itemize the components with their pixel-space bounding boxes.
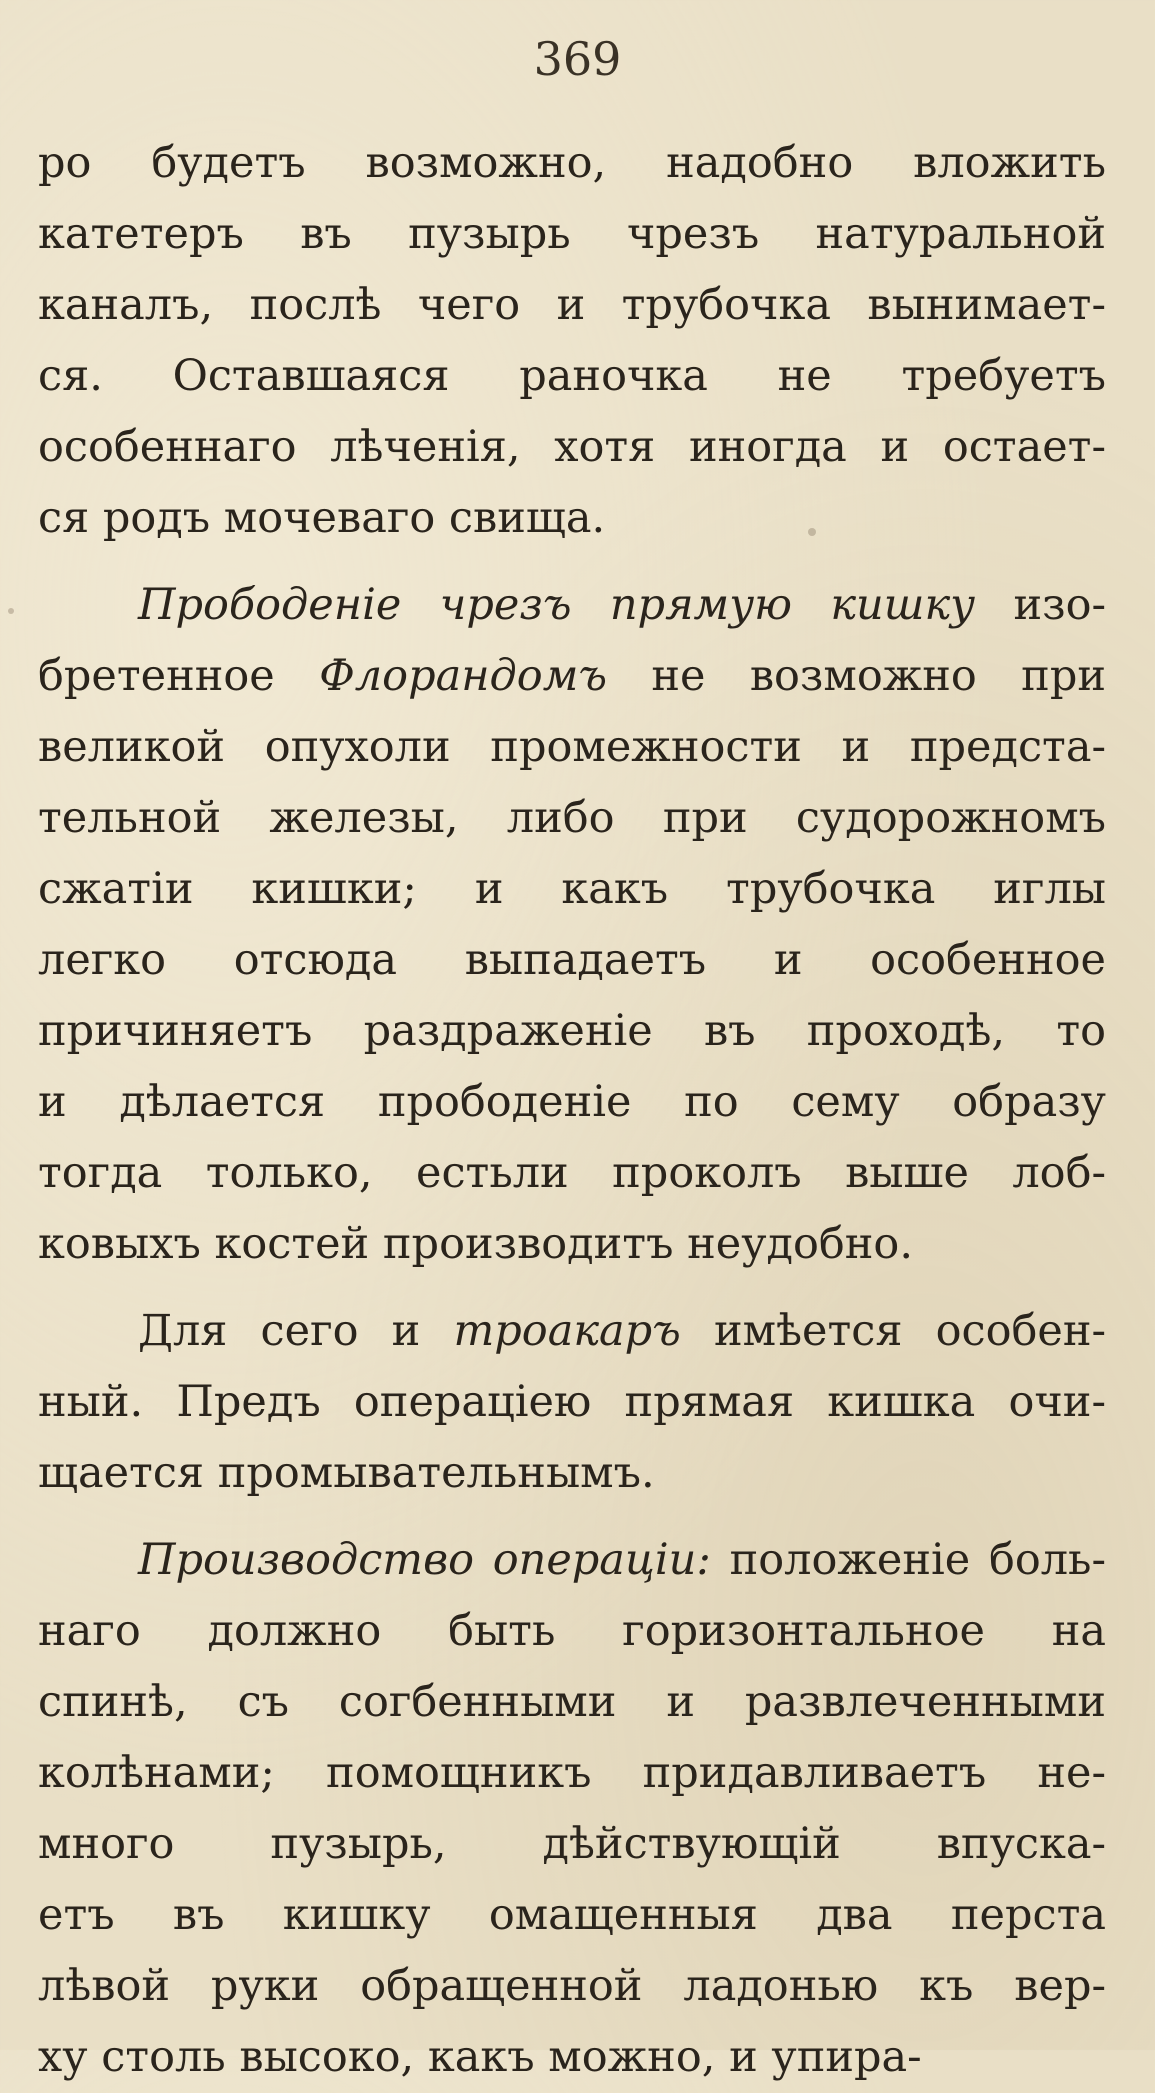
text-line <box>38 1209 1106 1280</box>
text-segment: ковыхъ костей производитъ неудобно. <box>38 1219 913 1269</box>
italic-text: Прободеніе чрезъ прямую кишку <box>138 580 976 630</box>
text-segment: бретенное <box>38 651 320 701</box>
text-line <box>38 783 1106 854</box>
italic-text: Производство операціи: <box>138 1535 711 1585</box>
text-segment: ся. Оставшаяся раночка не требуетъ <box>38 351 1106 401</box>
text-line <box>38 1438 1106 1509</box>
text-segment: имѣется особен- <box>680 1306 1106 1356</box>
text-line <box>38 854 1106 925</box>
text-line <box>38 1067 1106 1138</box>
text-line <box>38 412 1106 483</box>
text-segment: колѣнами; помощникъ придавливаетъ не- <box>38 1748 1106 1798</box>
text-line <box>38 1951 1106 2022</box>
text-line <box>38 341 1106 412</box>
text-segment: щается промывательнымъ. <box>38 1448 655 1498</box>
text-segment: не возможно при <box>607 651 1106 701</box>
text-line <box>38 128 1106 199</box>
text-segment: особеннаго лѣченія, хотя иногда и остает- <box>38 422 1106 472</box>
italic-text: Флорандомъ <box>319 651 608 701</box>
text-line <box>38 1738 1106 1809</box>
text-line <box>38 570 1106 641</box>
text-segment: етъ въ кишку омащенныя два перста <box>38 1890 1106 1940</box>
text-line <box>38 2022 1106 2093</box>
page-number: 369 <box>533 32 622 86</box>
text-line <box>38 1296 1106 1367</box>
text-line <box>38 641 1106 712</box>
text-segment: Для сего и <box>138 1306 454 1356</box>
text-line <box>38 1596 1106 1667</box>
text-segment: ху столь высоко, какъ можно, и упира- <box>38 2032 922 2082</box>
text-line <box>38 1809 1106 1880</box>
text-segment: положеніе боль- <box>710 1535 1106 1585</box>
text-line <box>38 712 1106 783</box>
text-segment: спинѣ, съ согбенными и развлеченными <box>38 1677 1106 1727</box>
text-line <box>38 1138 1106 1209</box>
text-line <box>38 1367 1106 1438</box>
text-line <box>38 1525 1106 1596</box>
text-segment: великой опухоли промежности и предста- <box>38 722 1106 772</box>
text-line <box>38 483 1106 554</box>
text-segment: ся родъ мочеваго свища. <box>38 493 606 543</box>
text-line <box>38 996 1106 1067</box>
text-line <box>38 1667 1106 1738</box>
italic-text: троакаръ <box>453 1306 681 1356</box>
text-segment: катетеръ въ пузырь чрезъ натуральной <box>38 209 1106 259</box>
text-line <box>38 270 1106 341</box>
text-segment: сжатіи кишки; и какъ трубочка иглы <box>38 864 1106 914</box>
text-segment: легко отсюда выпадаетъ и особенное <box>38 935 1106 985</box>
page-text <box>38 128 1106 2093</box>
text-segment: тогда только, естьли проколъ выше лоб- <box>38 1148 1106 1198</box>
text-segment: ный. Предъ операціею прямая кишка очи- <box>38 1377 1106 1427</box>
text-segment: тельной железы, либо при судорожномъ <box>38 793 1106 843</box>
text-segment: причиняетъ раздраженіе въ проходѣ, то <box>38 1006 1106 1056</box>
text-line <box>38 199 1106 270</box>
text-line <box>38 925 1106 996</box>
text-segment: наго должно быть горизонтальное на <box>38 1606 1106 1656</box>
text-segment: много пузырь, дѣйствующій впуска- <box>38 1819 1106 1869</box>
text-line <box>38 1880 1106 1951</box>
ink-spot <box>808 528 816 536</box>
ink-spot <box>8 608 14 614</box>
text-segment: лѣвой руки обращенной ладонью къ вер- <box>38 1961 1106 2011</box>
text-segment: ро будетъ возможно, надобно вложить <box>38 138 1106 188</box>
text-segment: изо- <box>975 580 1106 630</box>
text-segment: каналъ, послѣ чего и трубочка вынимает- <box>38 280 1106 330</box>
text-segment: и дѣлается прободеніе по сему образу <box>38 1077 1106 1127</box>
